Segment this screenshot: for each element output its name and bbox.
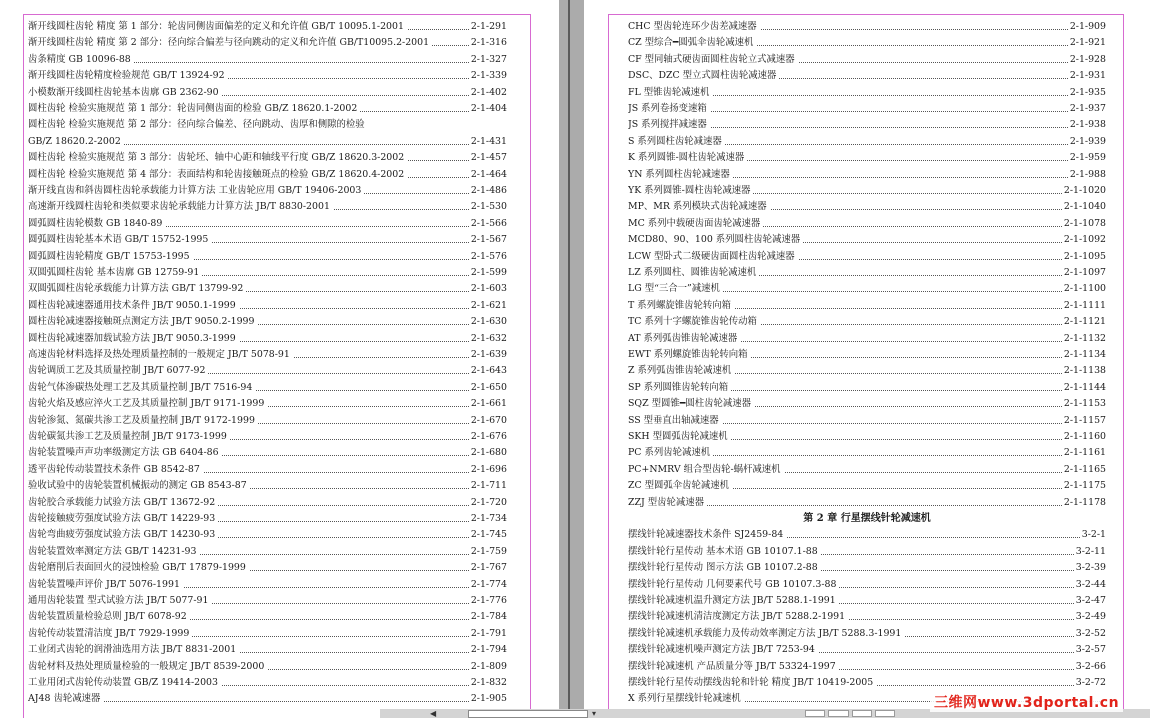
toc-entry-title: S 系列圆柱齿轮减速器 [628,134,725,150]
toc-entry [628,462,1106,478]
toc-entry-title: JS 系列卷扬变速箱 [628,101,710,117]
toc-entry [28,659,507,675]
toc-entry-page: 2-1-1134 [1062,347,1106,363]
toc-entry-page: 2-1-1040 [1062,199,1106,215]
toc-entry [28,232,507,248]
toc-entry-page: 2-1-291 [469,19,507,35]
toc-entry [28,544,507,560]
toc-entry-title: 摆线针轮减速器技术条件 SJ2459-84 [628,527,786,543]
toc-entry-page: 2-1-937 [1068,101,1106,117]
toc-entry-page: 2-1-567 [469,232,507,248]
toc-entry-page: 2-1-402 [469,85,507,101]
toc-entry-title: 高速齿轮材料选择及热处理质量控制的一般规定 JB/T 5078-91 [28,347,293,363]
toc-entry-page: 2-1-711 [469,478,507,494]
toc-entry-title: 齿轮胶合承载能力试验方法 GB/T 13672-92 [28,495,218,511]
toc-entry-page: 3-2-57 [1074,642,1106,658]
toc-entry-page: 2-1-767 [469,560,507,576]
toc-entry-title: 双圆弧圆柱齿轮承载能力计算方法 GB/T 13799-92 [28,281,246,297]
toc-entry [628,363,1106,379]
toc-entry-page: 2-1-1161 [1062,445,1106,461]
toc-entry [28,462,507,478]
toc-entry [28,249,507,265]
toc-entry-page: 3-2-47 [1074,593,1106,609]
toc-entry-title: YN 系列圆柱齿轮减速器 [628,167,733,183]
toc-entry [28,281,507,297]
toc-entry-page: 2-1-1153 [1062,396,1106,412]
toc-entry-page: 2-1-1121 [1062,314,1106,330]
toc-entry-title: JS 系列搅拌减速器 [628,117,710,133]
toc-entry [28,150,507,166]
toc-entry-title: 齿轮装置效率测定方法 GB/T 14231-93 [28,544,199,560]
toc-entry-page: 2-1-774 [469,577,507,593]
toc-entry [628,593,1106,609]
toc-entry-title: CF 型同轴式硬齿面圆柱齿轮立式减速器 [628,52,798,68]
toc-entry [28,265,507,281]
toc-entry [28,626,507,642]
toc-entry-page: 2-1-661 [469,396,507,412]
toc-entry-page: 2-1-599 [469,265,507,281]
toc-entry-page: 2-1-1144 [1062,380,1106,396]
toc-entry-title: MCD80、90、100 系列圆柱齿轮减速器 [628,232,803,248]
toc-entry-title: 渐开线直齿和斜齿圆柱齿轮承载能力计算方法 工业齿轮应用 GB/T 19406-2003 [28,183,364,199]
toc-entry-page: 2-1-1132 [1062,331,1106,347]
toc-entry-title: EWT 系列螺旋锥齿轮转向箱 [628,347,750,363]
toc-entry-title: 齿轮火焰及感应淬火工艺及其质量控制 JB/T 9171-1999 [28,396,267,412]
toc-entry-title: AJ48 齿轮减速器 [28,691,103,707]
toc-page-left [0,0,559,718]
toc-entry [628,609,1106,625]
toc-entry-title: 摆线针轮减速机温升测定方法 JB/T 5288.1-1991 [628,593,839,609]
toc-entry-page: 2-1-566 [469,216,507,232]
toolbar-button[interactable] [875,710,895,717]
toc-entry-title: 摆线针轮减速机清洁度测定方法 JB/T 5288.2-1991 [628,609,848,625]
toc-entry-title: Z 系列弧齿锥齿轮减速机 [628,363,734,379]
left-arrow-icon[interactable]: ◀ [430,709,437,718]
toc-entry [628,265,1106,281]
toc-entry [628,216,1106,232]
toc-entry-page: 2-1-1160 [1062,429,1106,445]
toc-entry-title: 透平齿轮传动装置技术条件 GB 8542-87 [28,462,203,478]
toc-entry [628,380,1106,396]
toc-entry-page: 2-1-1157 [1062,413,1106,429]
toc-entry-page: 2-1-464 [469,167,507,183]
toc-entry [628,560,1106,576]
toc-entry-page: 3-2-11 [1074,544,1106,560]
toc-entry [628,85,1106,101]
toc-entry [628,298,1106,314]
toc-entry [628,347,1106,363]
toc-entry [628,413,1106,429]
toc-entry-page: 2-1-650 [469,380,507,396]
toc-entry-title: YK 系列圆锥-圆柱齿轮减速器 [628,183,753,199]
toc-entry [28,314,507,330]
toc-entry-page: 2-1-1165 [1062,462,1106,478]
toc-entry [628,19,1106,35]
toc-entry-title: PC+NMRV 组合型齿轮-蜗杆减速机 [628,462,784,478]
toc-entry [628,659,1106,675]
toc-entry-title: SKH 型圆弧齿轮减速机 [628,429,731,445]
toc-entry-title: 摆线针轮减速机承载能力及传动效率测定方法 JB/T 5288.3-1991 [628,626,904,642]
toc-entry [28,560,507,576]
toc-entry [628,445,1106,461]
toc-entry-page: 2-1-643 [469,363,507,379]
toolbar-button[interactable] [805,710,825,717]
toc-entry-title: 齿轮弯曲疲劳强度试验方法 GB/T 14230-93 [28,527,218,543]
toc-entry [628,117,1106,133]
toc-entry [28,101,507,117]
toc-entry-page: 2-1-776 [469,593,507,609]
toc-entry-title: 第 2 章 行星摆线针轮减速机 [803,513,931,524]
toc-entry [28,413,507,429]
toc-entry-title: 圆柱齿轮减速器通用技术条件 JB/T 9050.1-1999 [28,298,239,314]
toc-entry-page: 2-1-632 [469,331,507,347]
toc-entry [28,642,507,658]
toc-entry-page: 2-1-621 [469,298,507,314]
toc-entry-title: 双圆弧圆柱齿轮 基本齿廓 GB 12759-91 [28,265,202,281]
toc-entry-title: 齿轮调质工艺及其质量控制 JB/T 6077-92 [28,363,208,379]
toc-entry [28,68,507,84]
toc-entry-title: 齿轮装置噪声声功率级测定方法 GB 6404-86 [28,445,222,461]
toc-entry [28,85,507,101]
toc-entry [628,396,1106,412]
toc-entry-page: 2-1-457 [469,150,507,166]
toc-entry-page: 2-1-1111 [1062,298,1106,314]
toc-entry-title: MC 系列中载硬齿面齿轮减速器 [628,216,763,232]
toc-entry-title: 圆柱齿轮 检验实施规范 第 3 部分：齿轮坯、轴中心距和轴线平行度 GB/Z 18620.3-2002 [28,150,407,166]
toc-entry-page: 2-1-935 [1068,85,1106,101]
toc-entry-title: 工业闭式齿轮的润滑油选用方法 JB/T 8831-2001 [28,642,239,658]
toc-entry [28,183,507,199]
toc-entry-page: 2-1-1020 [1062,183,1106,199]
toc-entry-page: 2-1-486 [469,183,507,199]
toc-entry-page: 2-1-676 [469,429,507,445]
toc-entry [28,577,507,593]
toc-entry [628,249,1106,265]
toc-entry [28,52,507,68]
toc-entry-page: 2-1-1097 [1062,265,1106,281]
toc-entry [628,314,1106,330]
toc-entry [628,232,1106,248]
toc-entry-title: 渐开线圆柱齿轮精度检验规范 GB/T 13924-92 [28,68,228,84]
toc-entry-page: 2-1-431 [469,134,507,150]
toc-entry [628,101,1106,117]
toc-entry [28,445,507,461]
toc-entry-page: 2-1-909 [1068,19,1106,35]
toc-entry-page: 3-2-44 [1074,577,1106,593]
toc-entry [628,281,1106,297]
toc-page-right [584,0,1150,718]
toc-entry-title: TC 系列十字螺旋锥齿轮传动箱 [628,314,760,330]
toolbar-buttons [805,710,895,717]
toc-entry-title: 摆线针轮减速机 产品质量分等 JB/T 53324-1997 [628,659,839,675]
toc-entry [28,511,507,527]
toc-entry-title: DSC、DZC 型立式圆柱齿轮减速器 [628,68,779,84]
toc-entry-page: 3-2-39 [1074,560,1106,576]
toc-entry [28,527,507,543]
toc-entry-title: AT 系列弧齿锥齿轮减速器 [628,331,740,347]
toc-entry [28,380,507,396]
page-number-input[interactable] [468,710,588,718]
toc-entry-title: K 系列圆锥-圆柱齿轮减速器 [628,150,747,166]
toc-entry-title: 齿轮装置噪声评价 JB/T 5076-1991 [28,577,183,593]
toc-entry-title: FL 型锥齿轮减速机 [628,85,712,101]
toc-entry-title: 圆柱齿轮 检验实施规范 第 2 部分：径向综合偏差、径向跳动、齿厚和侧隙的检验 [28,117,507,133]
toc-entry [628,183,1106,199]
toc-entry-page: 2-1-745 [469,527,507,543]
toc-entry-page: 2-1-794 [469,642,507,658]
toc-entry-page: 3-2-1 [1080,527,1106,543]
toc-entry-title: 摆线针轮行星传动 几何要素代号 GB 10107.3-88 [628,577,839,593]
toc-entry-title: SP 系列圆锥齿轮转向箱 [628,380,731,396]
toc-entry-title: LZ 系列圆柱、圆锥齿轮减速机 [628,265,759,281]
toc-entry-title: 圆弧圆柱齿轮基本术语 GB/T 15752-1995 [28,232,211,248]
toc-entry-title: CHC 型齿轮连环少齿差减速器 [628,19,760,35]
toc-entry-title: 验收试验中的齿轮装置机械振动的测定 GB 8543-87 [28,478,250,494]
toc-entry-page: 2-1-639 [469,347,507,363]
toc-entry [628,577,1106,593]
toc-entry-page: 2-1-603 [469,281,507,297]
toc-entry-title: LCW 型卧式二级硬齿面圆柱齿轮减速器 [628,249,798,265]
toc-entry-page: 2-1-931 [1068,68,1106,84]
toc-entry [628,544,1106,560]
toc-entry-title: 摆线针轮减速机噪声测定方法 JB/T 7253-94 [628,642,818,658]
toc-entry [28,117,507,133]
toc-entry-title: 齿轮磨削后表面回火的浸蚀检验 GB/T 17879-1999 [28,560,249,576]
toc-entry-page: 2-1-1178 [1062,495,1106,511]
toc-entry-page: 2-1-404 [469,101,507,117]
page-divider [568,0,570,718]
toc-entry-title: GB/Z 18620.2-2002 [28,134,124,150]
toc-entry-page: 3-2-66 [1074,659,1106,675]
toc-entry-page: 2-1-1100 [1062,281,1106,297]
toc-entry-title: X 系列行星摆线针轮减速机 [628,691,744,707]
toc-entry [28,331,507,347]
toc-entry-title: 圆弧圆柱齿轮模数 GB 1840-89 [28,216,165,232]
toc-entry-page: 2-1-959 [1068,150,1106,166]
toc-entry-page: 3-2-72 [1074,675,1106,691]
toc-entry [28,216,507,232]
toc-entry-title: 摆线针轮行星传动 图示方法 GB 10107.2-88 [628,560,821,576]
toc-entry-page: 2-1-809 [469,659,507,675]
toc-entry-page: 2-1-784 [469,609,507,625]
toc-entry-page: 2-1-832 [469,675,507,691]
toc-entry-page: 2-1-921 [1068,35,1106,51]
chapter-heading [628,511,1106,527]
toc-entry-page: 2-1-938 [1068,117,1106,133]
toc-entry-title: 齿轮装置质量检验总则 JB/T 6078-92 [28,609,190,625]
toc-entry [628,478,1106,494]
toc-entry [28,199,507,215]
toolbar-button[interactable] [852,710,872,717]
toc-entry-page: 2-1-530 [469,199,507,215]
toc-entry-page: 2-1-791 [469,626,507,642]
toc-entry-title: 齿轮碳氮共渗工艺及质量控制 JB/T 9173-1999 [28,429,230,445]
toc-entry [28,429,507,445]
toc-entry [28,478,507,494]
toc-entry-title: PC 系列齿轮减速机 [628,445,713,461]
toc-entry-page: 2-1-1078 [1062,216,1106,232]
toc-entry-title: 齿轮接触疲劳强度试验方法 GB/T 14229-93 [28,511,218,527]
toc-entry [28,167,507,183]
toc-entry [28,675,507,691]
toc-entry [28,691,507,707]
toc-entry [628,52,1106,68]
toc-entry-title: 齿轮传动装置清洁度 JB/T 7929-1999 [28,626,192,642]
toc-entry [28,363,507,379]
toc-entry-title: ZC 型圆弧伞齿轮减速机 [628,478,732,494]
toc-entry-title: 摆线针轮行星传动摆线齿轮和针轮 精度 JB/T 10419-2005 [628,675,876,691]
toc-entry-title: ZZJ 型齿轮减速器 [628,495,707,511]
toc-entry-page: 2-1-576 [469,249,507,265]
toc-entry [628,167,1106,183]
toc-entry-title: MP、MR 系列模块式齿轮减速器 [628,199,770,215]
toc-entry [28,35,507,51]
toc-entry [28,495,507,511]
toc-entry-title: 齿轮材料及热处理质量检验的一般规定 JB/T 8539-2000 [28,659,267,675]
toc-entry-page: 2-1-1175 [1062,478,1106,494]
toc-entry-page: 3-2-52 [1074,626,1106,642]
toc-entry-page: 2-1-1095 [1062,249,1106,265]
toc-entry-title: 通用齿轮装置 型式试验方法 JB/T 5077-91 [28,593,211,609]
toc-entry [28,298,507,314]
toc-entry-title: 齿轮渗氮、氮碳共渗工艺及质量控制 JB/T 9172-1999 [28,413,258,429]
toc-entry [28,396,507,412]
toc-entry-title: CZ 型综合━圆弧伞齿轮减速机 [628,35,756,51]
toc-entry-title: 渐开线圆柱齿轮 精度 第 2 部分：径向综合偏差与径向跳动的定义和允许值 GB/T10095.2-2001 [28,35,432,51]
toc-entry-page: 2-1-939 [1068,134,1106,150]
toc-entry [628,134,1106,150]
toc-entry-title: LG 型“三合一”减速机 [628,281,723,297]
toc-entry [628,199,1106,215]
toc-entry-title: 齿条精度 GB 10096-88 [28,52,134,68]
toc-entry-title: 圆弧圆柱齿轮精度 GB/T 15753-1995 [28,249,193,265]
toc-entry-page: 2-1-988 [1068,167,1106,183]
toc-entry-title: 圆柱齿轮 检验实施规范 第 1 部分：轮齿同侧齿面的检验 GB/Z 18620.1-2002 [28,101,360,117]
chevron-down-icon[interactable]: ▾ [592,709,597,718]
toolbar-button[interactable] [828,710,848,717]
toc-entry-title: 渐开线圆柱齿轮 精度 第 1 部分：轮齿同侧齿面偏差的定义和允许值 GB/T 10095.1-2001 [28,19,407,35]
toc-entry [28,19,507,35]
toc-entry [628,331,1106,347]
toc-entry-title: T 系列螺旋锥齿轮转向箱 [628,298,734,314]
toc-entry-page: 2-1-630 [469,314,507,330]
toc-entry-page: 2-1-1092 [1062,232,1106,248]
toc-entry-page: 2-1-905 [469,691,507,707]
toc-entry-title: SS 型垂直出轴减速器 [628,413,722,429]
toc-entry [628,429,1106,445]
toc-entry [628,675,1106,691]
toc-entry [628,150,1106,166]
toc-entry [628,35,1106,51]
toc-entry-title: SQZ 型圆锥━圆柱齿轮减速器 [628,396,754,412]
toc-entry-title: 摆线针轮行星传动 基本术语 GB 10107.1-88 [628,544,821,560]
toc-entry [28,609,507,625]
toc-entry [28,134,507,150]
toc-entry-page: 3-2-49 [1074,609,1106,625]
page-gap [559,0,584,718]
toc-entry [28,347,507,363]
toc-entry-title: 圆柱齿轮减速器加载试验方法 JB/T 9050.3-1999 [28,331,239,347]
toc-entry [628,642,1106,658]
toc-entry-title: 工业用闭式齿轮传动装置 GB/Z 19414-2003 [28,675,221,691]
toc-entry-title: 小模数渐开线圆柱齿轮基本齿廓 GB 2362-90 [28,85,222,101]
toc-entry-page: 2-1-339 [469,68,507,84]
toc-entry [628,527,1106,543]
toc-entry-title: 圆柱齿轮 检验实施规范 第 4 部分：表面结构和轮齿接触斑点的检验 GB/Z 18620.4-2002 [28,167,407,183]
toc-entry-page: 2-1-734 [469,511,507,527]
watermark-logo: 三维网www.3dportal.cn [930,694,1123,712]
toc-entry [28,593,507,609]
toc-entry-title: 高速渐开线圆柱齿轮和类似要求齿轮承载能力计算方法 JB/T 8830-2001 [28,199,333,215]
toc-entry-page: 2-1-1138 [1062,363,1106,379]
toc-entry-page: 2-1-696 [469,462,507,478]
toc-entry-page: 2-1-720 [469,495,507,511]
toc-entry-page: 2-1-928 [1068,52,1106,68]
toc-entry-page: 2-1-327 [469,52,507,68]
toc-entry [628,626,1106,642]
toc-entry [628,68,1106,84]
toc-entry-title: 齿轮气体渗碳热处理工艺及其质量控制 JB/T 7516-94 [28,380,255,396]
toc-entry-page: 2-1-316 [469,35,507,51]
toc-entry-title: 圆柱齿轮减速器接触斑点测定方法 JB/T 9050.2-1999 [28,314,257,330]
toc-entry-page: 2-1-680 [469,445,507,461]
toc-entry-page: 2-1-759 [469,544,507,560]
toc-entry [628,495,1106,511]
toc-entry-page: 2-1-670 [469,413,507,429]
